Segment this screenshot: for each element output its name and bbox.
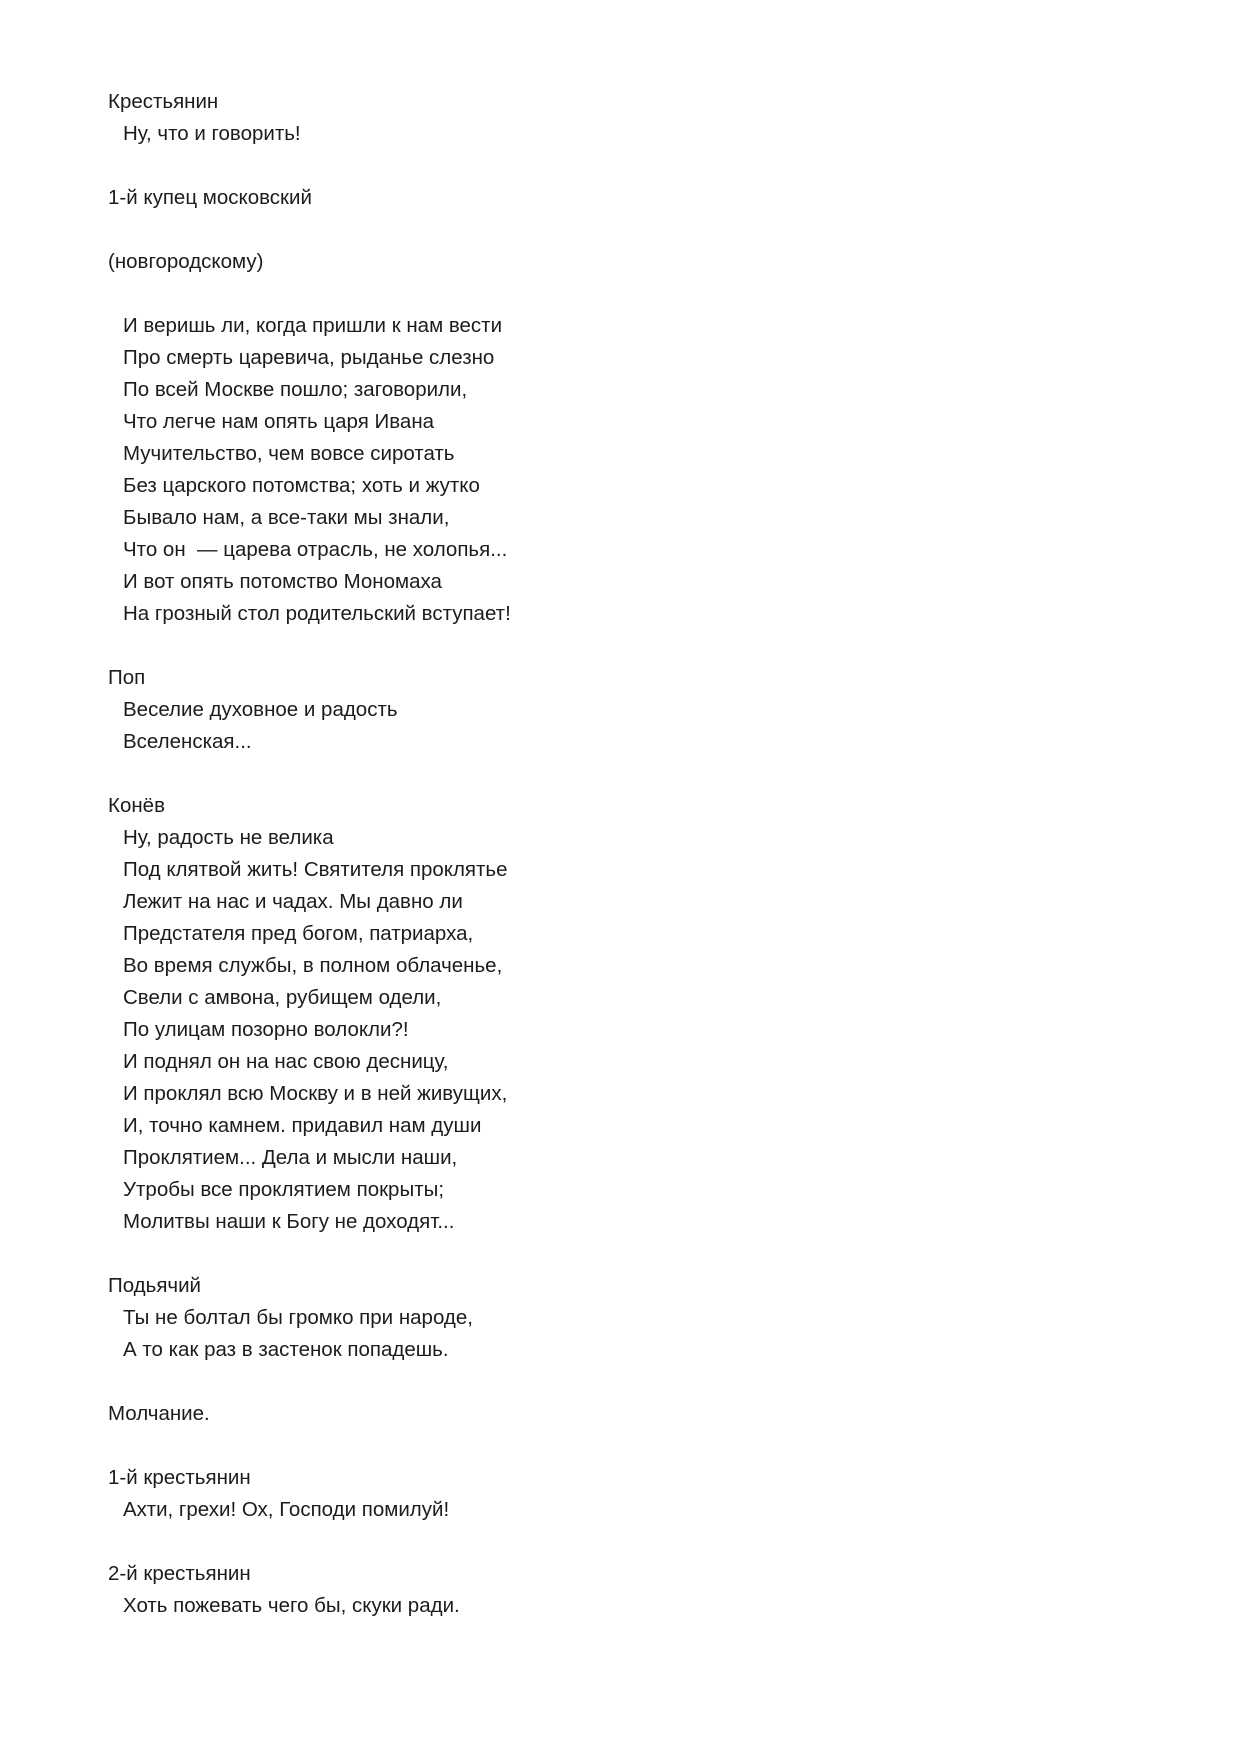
verse-line: Веселие духовное и радость xyxy=(123,698,398,721)
verse-line: И поднял он на нас свою десницу, xyxy=(123,1050,449,1073)
verse-line: Ты не болтал бы громко при народе, xyxy=(123,1306,473,1329)
speaker-name: Подьячий xyxy=(108,1274,202,1297)
verse-line: На грозный стол родительский вступает! xyxy=(123,602,511,625)
verse-block xyxy=(108,1494,1128,1526)
blank-line xyxy=(108,214,1128,246)
verse-block xyxy=(108,310,1128,630)
verse-line: Ахти, грехи! Ох, Господи помилуй! xyxy=(123,1498,450,1521)
verse-line: Ну, радость не велика xyxy=(123,826,334,849)
verse-line: А то как раз в застенок попадешь. xyxy=(123,1338,449,1361)
verse-line: Свели с амвона, рубищем одели, xyxy=(123,986,442,1009)
verse-block xyxy=(108,694,1128,758)
blank-line xyxy=(108,150,1128,182)
speaker-name: Конёв xyxy=(108,794,165,817)
blank-line xyxy=(108,1238,1128,1270)
verse-line: И вот опять потомство Мономаха xyxy=(123,570,442,593)
verse-line: Без царского потомства; хоть и жутко xyxy=(123,474,480,497)
speaker-name: Крестьянин xyxy=(108,90,219,113)
speaker-name: 1-й крестьянин xyxy=(108,1466,251,1489)
verse-line: И проклял всю Москву и в ней живущих, xyxy=(123,1082,508,1105)
verse-line: Во время службы, в полном облаченье, xyxy=(123,954,503,977)
blank-line xyxy=(108,278,1128,310)
verse-block xyxy=(108,118,1128,150)
blank-line xyxy=(108,630,1128,662)
verse-line: Мучительство, чем вовсе сиротать xyxy=(123,442,455,465)
stage-direction: Молчание. xyxy=(108,1402,210,1425)
blank-line xyxy=(108,758,1128,790)
verse-line: Под клятвой жить! Святителя проклятье xyxy=(123,858,508,881)
verse-block xyxy=(108,1590,1128,1622)
verse-block xyxy=(108,822,1128,1238)
verse-line: Лежит на нас и чадах. Мы давно ли xyxy=(123,890,463,913)
speaker-name: 2-й крестьянин xyxy=(108,1562,251,1585)
verse-line: Проклятием... Дела и мысли наши, xyxy=(123,1146,458,1169)
verse-line: По улицам позорно волокли?! xyxy=(123,1018,409,1041)
verse-line: Предстателя пред богом, патриарха, xyxy=(123,922,474,945)
verse-line: Про смерть царевича, рыданье слезно xyxy=(123,346,495,369)
verse-line: Вселенская... xyxy=(123,730,252,753)
blank-line xyxy=(108,1366,1128,1398)
verse-line: Утробы все проклятием покрыты; xyxy=(123,1178,445,1201)
document-page xyxy=(108,86,1128,1622)
verse-line: И, точно камнем. придавил нам души xyxy=(123,1114,482,1137)
verse-line: Что он — царева отрасль, не холопья... xyxy=(123,538,508,561)
verse-line: И веришь ли, когда пришли к нам вести xyxy=(123,314,503,337)
verse-line: Что легче нам опять царя Ивана xyxy=(123,410,435,433)
verse-line: Хоть пожевать чего бы, скуки ради. xyxy=(123,1594,460,1617)
speaker-name: Поп xyxy=(108,666,146,689)
verse-block xyxy=(108,1302,1128,1366)
blank-line xyxy=(108,1526,1128,1558)
verse-line: По всей Москве пошло; заговорили, xyxy=(123,378,468,401)
verse-line: Ну, что и говорить! xyxy=(123,122,301,145)
blank-line xyxy=(108,1430,1128,1462)
verse-line: Бывало нам, а все-таки мы знали, xyxy=(123,506,450,529)
verse-line: Молитвы наши к Богу не доходят... xyxy=(123,1210,455,1233)
speaker-name: 1-й купец московский xyxy=(108,186,312,209)
stage-direction: (новгородскому) xyxy=(108,250,264,273)
